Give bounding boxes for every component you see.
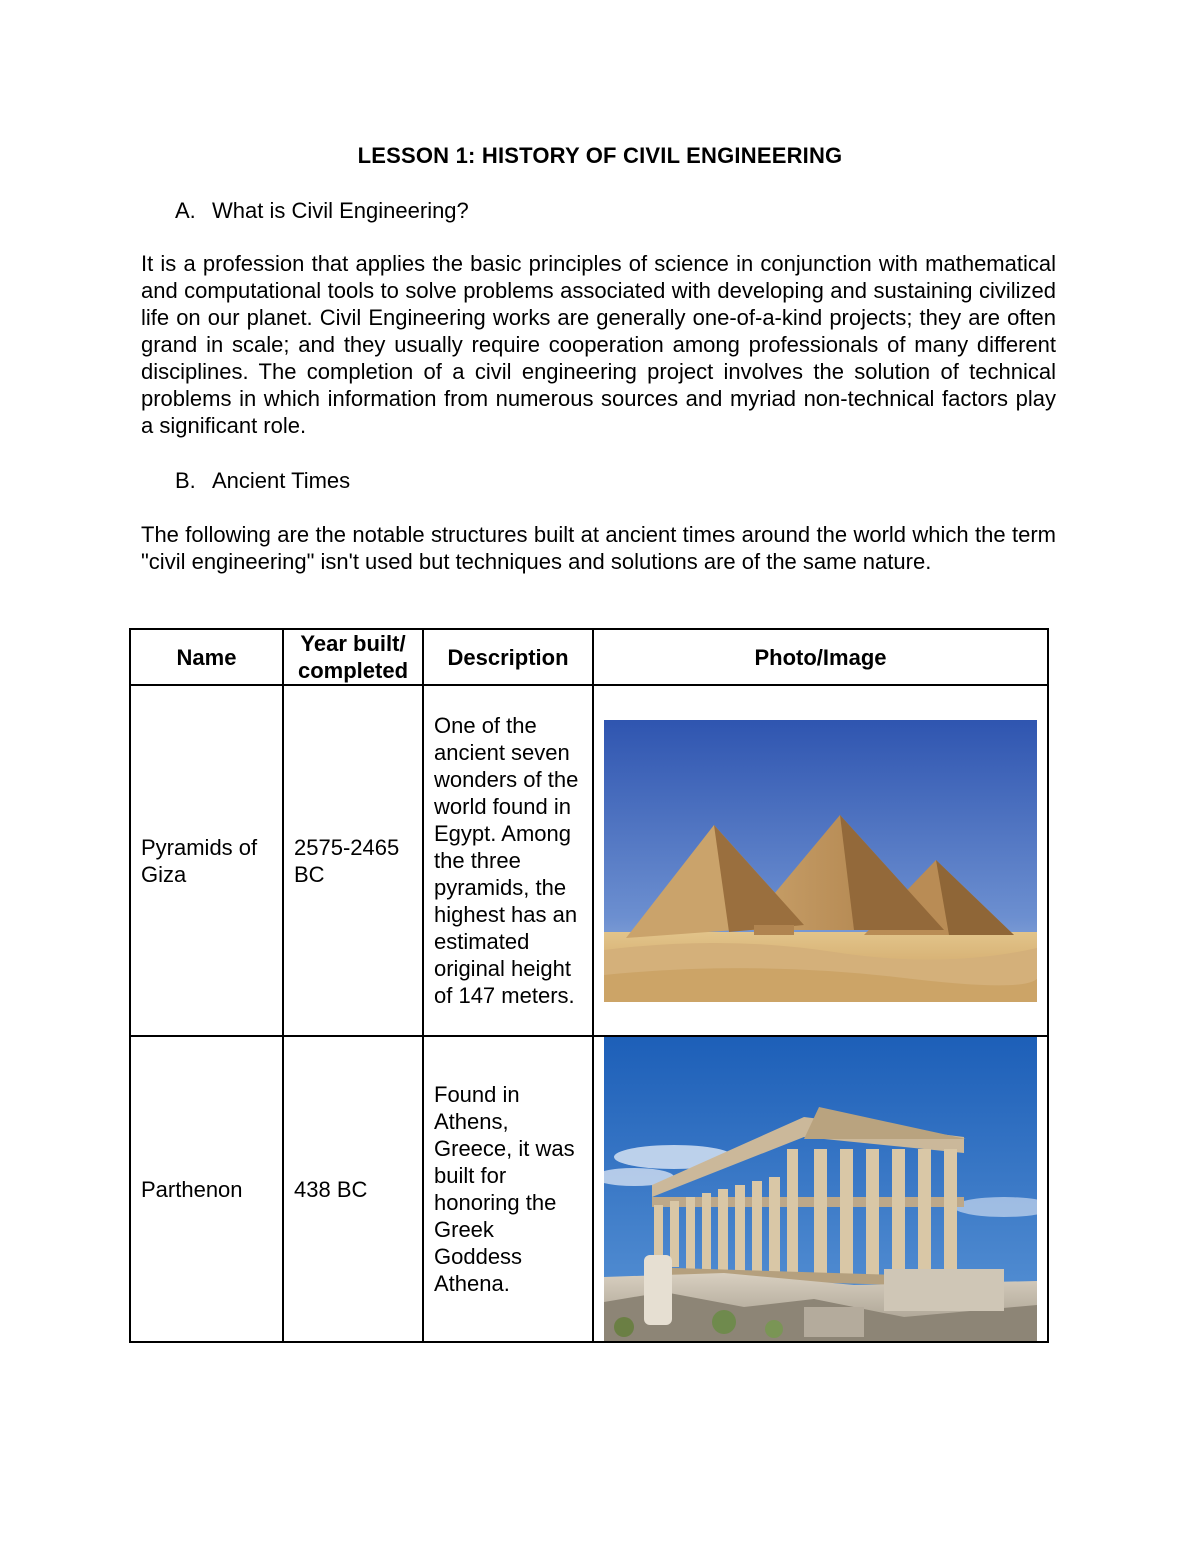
header-year: Year built/ completed: [283, 629, 423, 685]
header-photo: Photo/Image: [593, 629, 1048, 685]
header-name: Name: [130, 629, 283, 685]
structures-table: [129, 628, 1049, 1343]
cell-photo: [593, 685, 1048, 1036]
parthenon-photo: [594, 1037, 1067, 1341]
cell-description: One of the ancient seven wonders of the world found in Egypt. Among the three pyramids, the highest has an estimated original height of 147 meters.: [423, 685, 593, 1036]
section-b-heading: [175, 468, 350, 494]
cell-name: Parthenon: [130, 1036, 283, 1342]
cell-year: 438 BC: [283, 1036, 423, 1342]
table-header-row: [130, 629, 1048, 685]
pyramids-photo: [594, 720, 1067, 1002]
section-a-paragraph: It is a profession that applies the basic principles of science in conjunction with mathematical and computational tools to solve problems associated with developing and sustaining civilized life on our planet. Civil Engineering works are generally one-of-a-kind projects; they are often grand in scale; and they usually require cooperation among professionals of many different disciplines. The completion of a civil engineering project involves the solution of technical problems in which information from numerous sources and myriad non-technical factors play a significant role.: [141, 251, 1056, 438]
section-a-heading: [175, 198, 469, 224]
table-row: [130, 1036, 1048, 1342]
pyramids-image: [604, 720, 1037, 1002]
section-b-letter: B.: [175, 468, 196, 493]
cell-year: 2575-2465 BC: [283, 685, 423, 1036]
section-b-title: Ancient Times: [212, 468, 351, 493]
parthenon-image: [604, 1037, 1037, 1341]
section-a-title: What is Civil Engineering?: [212, 198, 469, 223]
table-row: [130, 685, 1048, 1036]
cell-photo: [593, 1036, 1048, 1342]
section-b-paragraph: The following are the notable structures built at ancient times around the world which the term "civil engineering" isn't used but techniques and solutions are of the same nature.: [141, 522, 1056, 574]
header-description: Description: [423, 629, 593, 685]
cell-name: Pyramids of Giza: [130, 685, 283, 1036]
cell-description: Found in Athens, Greece, it was built for honoring the Greek Goddess Athena.: [423, 1036, 593, 1342]
section-a-letter: A.: [175, 198, 196, 223]
lesson-title: LESSON 1: HISTORY OF CIVIL ENGINEERING: [357, 143, 843, 168]
